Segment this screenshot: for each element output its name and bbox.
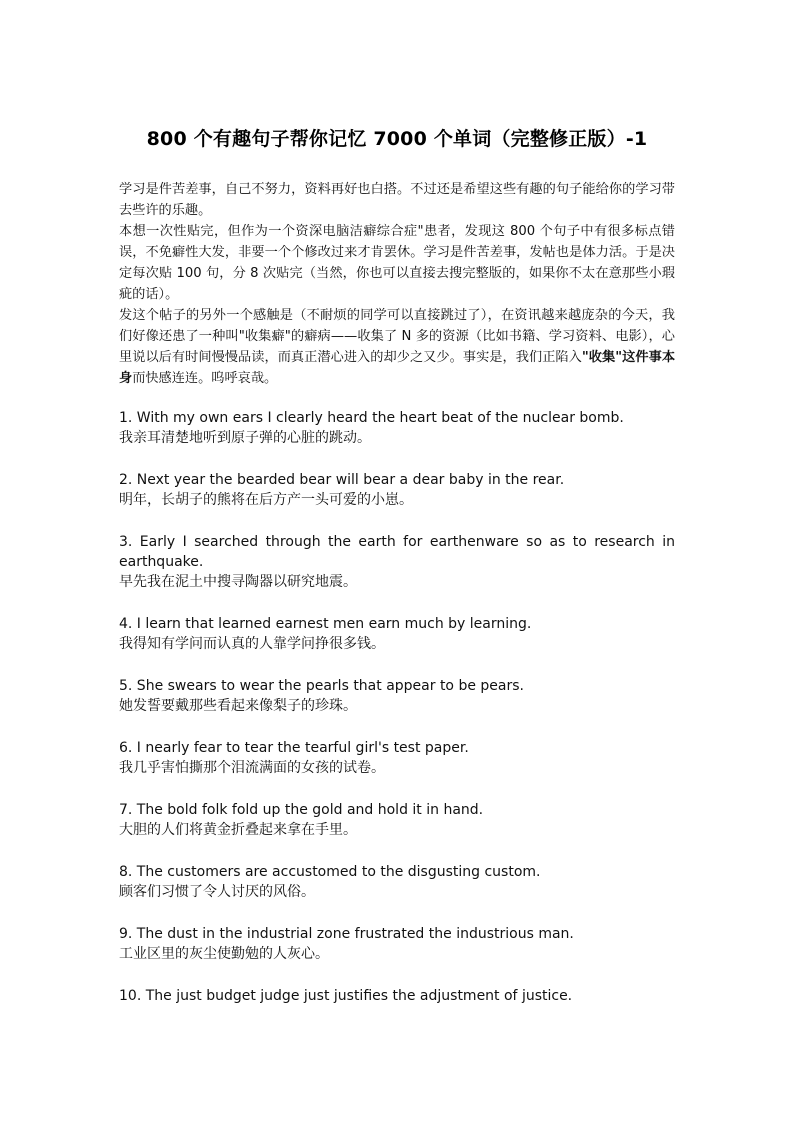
sentence-chinese: 明年，长胡子的熊将在后方产一头可爱的小崽。 (119, 492, 413, 508)
intro-paragraph-3-end: 而快感连连。呜呼哀哉。 (132, 371, 278, 386)
intro-section (119, 179, 675, 389)
sentence-chinese: 早先我在泥土中搜寻陶器以研究地震。 (119, 574, 357, 590)
list-item (119, 614, 675, 655)
sentence-chinese: 工业区里的灰尘使勤勉的人灰心。 (119, 946, 329, 962)
sentence-english: 9. The dust in the industrial zone frustrated the industrious man. (119, 926, 574, 942)
list-item (119, 924, 675, 965)
list-item (119, 470, 675, 511)
sentence-english: 6. I nearly fear to tear the tearful girl's test paper. (119, 740, 469, 756)
intro-paragraph-3-text: 发这个帖子的另外一个感触是（不耐烦的同学可以直接跳过了），在资讯越来越庞杂的今天，我们好像还患了一种叫"收集癖"的癖病——收集了 N 多的资源（比如书籍、学习资料、电影），心里说以后有时间慢慢品读，而真正潜心进入的却少之又少。事实是，我们正陷入 (119, 308, 675, 365)
intro-paragraph-3 (119, 305, 675, 389)
list-item (119, 676, 675, 717)
sentence-english: 2. Next year the bearded bear will bear a dear baby in the rear. (119, 472, 565, 488)
sentence-english: 1. With my own ears I clearly heard the heart beat of the nuclear bomb. (119, 410, 624, 426)
sentence-english: 7. The bold folk fold up the gold and hold it in hand. (119, 802, 484, 818)
sentence-english: 8. The customers are accustomed to the disgusting custom. (119, 864, 541, 880)
sentence-chinese: 顾客们习惯了令人讨厌的风俗。 (119, 884, 315, 900)
list-item (119, 862, 675, 903)
document-title: 800 个有趣句子帮你记忆 7000 个单词（完整修正版）-1 (146, 128, 648, 150)
list-item (119, 800, 675, 841)
sentence-english: 3. Early I searched through the earth for earthenware so as to research in earthquake. (119, 534, 675, 570)
list-item (119, 408, 675, 449)
list-item (119, 532, 675, 593)
sentence-chinese: 我亲耳清楚地听到原子弹的心脏的跳动。 (119, 430, 371, 446)
sentence-chinese: 我几乎害怕撕那个泪流满面的女孩的试卷。 (119, 760, 385, 776)
sentence-english: 4. I learn that learned earnest men earn much by learning. (119, 616, 532, 632)
sentence-english: 5. She swears to wear the pearls that appear to be pears. (119, 678, 524, 694)
sentence-chinese: 她发誓要戴那些看起来像梨子的珍珠。 (119, 698, 357, 714)
list-item (119, 738, 675, 779)
intro-paragraph-2: 本想一次性贴完，但作为一个资深电脑洁癖综合症"患者，发现这 800 个句子中有很多标点错误，不免癖性大发，非要一个个修改过来才肯罢休。学习是件苦差事，发帖也是体力活。于是决定每次贴 100 句，分 8 次贴完（当然，你也可以直接去搜完整版的，如果你不太在意那些小瑕疵的话）。 (119, 224, 675, 302)
intro-paragraph-3-bold: "收集"这件事本身 (119, 350, 676, 386)
sentence-chinese: 我得知有学问而认真的人靠学问挣很多钱。 (119, 636, 385, 652)
list-item (119, 986, 675, 1006)
sentence-chinese: 大胆的人们将黄金折叠起来拿在手里。 (119, 822, 357, 838)
sentence-list (119, 408, 675, 1027)
sentence-english: 10. The just budget judge just justifies the adjustment of justice. (119, 988, 573, 1004)
intro-paragraph-1: 学习是件苦差事，自己不努力，资料再好也白搭。不过还是希望这些有趣的句子能给你的学习带去些许的乐趣。 (119, 182, 675, 218)
